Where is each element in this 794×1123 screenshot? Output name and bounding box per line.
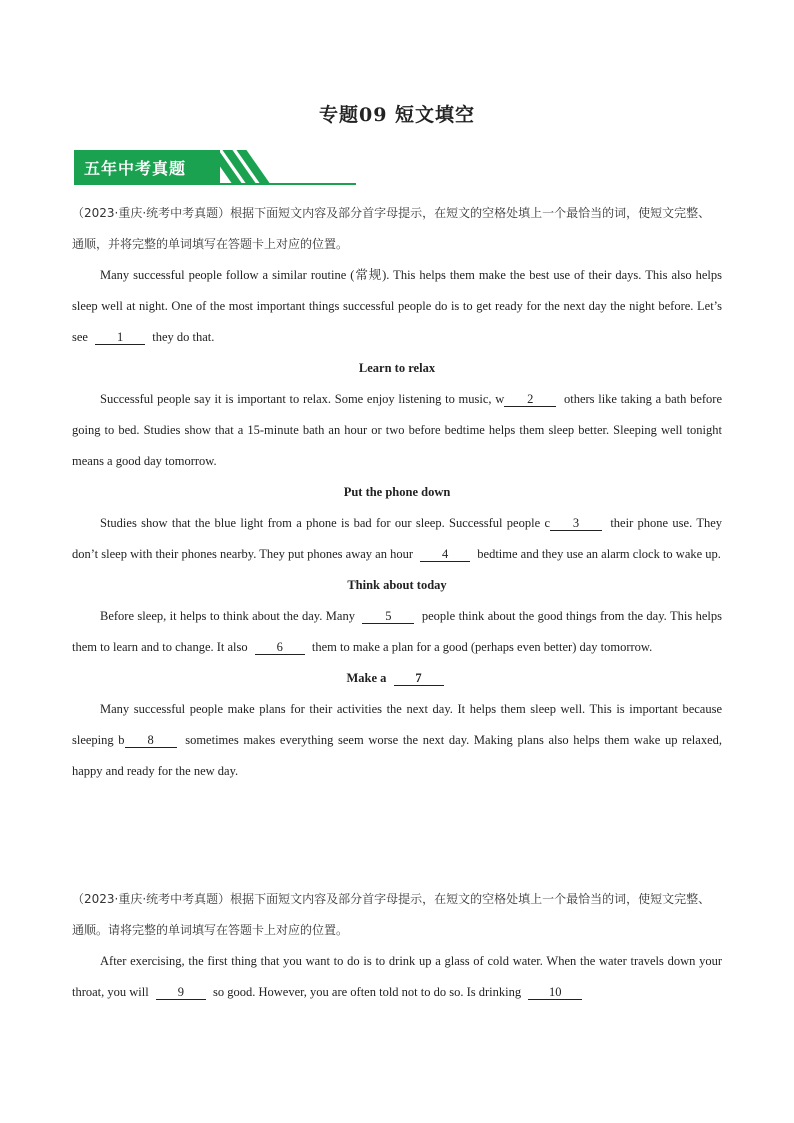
passage-1-heading-4: Make a 7	[72, 663, 722, 694]
passage-1-paragraph-3: Studies show that the blue light from a phone is bad for our sleep. Successful people c 3 their phone use. They don’t sleep with their phones nearby. They put phones away an hour 4 bedtime and they use an alarm clock to wake up.	[72, 516, 723, 561]
banner-box	[74, 150, 220, 183]
answer-blank-1[interactable]: 1	[95, 330, 145, 345]
answer-blank-2[interactable]: 2	[504, 392, 556, 407]
answer-blank-4[interactable]: 4	[420, 547, 470, 562]
banner-label: 五年中考真题	[84, 159, 187, 178]
answer-blank-7[interactable]: 7	[394, 671, 444, 686]
answer-blank-9[interactable]: 9	[156, 985, 206, 1000]
answer-blank-6[interactable]: 6	[255, 640, 305, 655]
passage-2	[72, 884, 722, 1008]
passage-1-heading-3: Think about today	[347, 578, 447, 592]
passage-1-paragraph-1: Many successful people follow a similar routine (常规). This helps them make the best use of their days. This also helps sleep well at night. One of the most important things successful people do is to get ready for the next day the night before. Let’s see 1 they do that.	[72, 268, 722, 344]
passage-1-paragraph-5: Many successful people make plans for their activities the next day. It helps them sleep well. This is important because sleeping b 8 sometimes makes everything seem worse the next day. Making plans also helps them wake up relaxed, happy and ready for the new day.	[72, 702, 723, 778]
passage-1	[72, 198, 722, 787]
passage-1-paragraph-2: Successful people say it is important to relax. Some enjoy listening to music, w 2 others like taking a bath before going to bed. Studies show that a 15-minute bath an hour or two before bedtime helps them sleep better. Sleeping well tonight means a good day tomorrow.	[72, 392, 722, 468]
passage-1-heading-2: Put the phone down	[343, 485, 451, 499]
passage-1-instructions: （2023·重庆·统考中考真题）根据下面短文内容及部分首字母提示，在短文的空格处填上一个最恰当的词，使短文完整、通顺，并将完整的单词填写在答题卡上对应的位置。	[72, 206, 711, 251]
passage-2-instructions: （2023·重庆·统考中考真题）根据下面短文内容及部分首字母提示，在短文的空格处填上一个最恰当的词，使短文完整、通顺。请将完整的单词填写在答题卡上对应的位置。	[72, 892, 711, 937]
answer-blank-10[interactable]: 10	[528, 985, 582, 1000]
banner-underline	[74, 183, 356, 185]
section-banner	[74, 150, 356, 186]
passage-1-heading-1: Learn to relax	[358, 361, 436, 375]
answer-blank-8[interactable]: 8	[125, 733, 177, 748]
passage-1-paragraph-4: Before sleep, it helps to think about the day. Many 5 people think about the good things from the day. This helps them to learn and to change. It also 6 them to make a plan for a good (perhaps even better) day tomorrow.	[72, 609, 723, 654]
passage-2-paragraph-1: After exercising, the first thing that you want to do is to drink up a glass of cold water. When the water travels down your throat, you will 9 so good. However, you are often told not to do so. Is drinking 10	[72, 954, 722, 999]
answer-blank-3[interactable]: 3	[550, 516, 602, 531]
answer-blank-5[interactable]: 5	[362, 609, 414, 624]
page-title: 专题09 短文填空	[318, 104, 476, 126]
